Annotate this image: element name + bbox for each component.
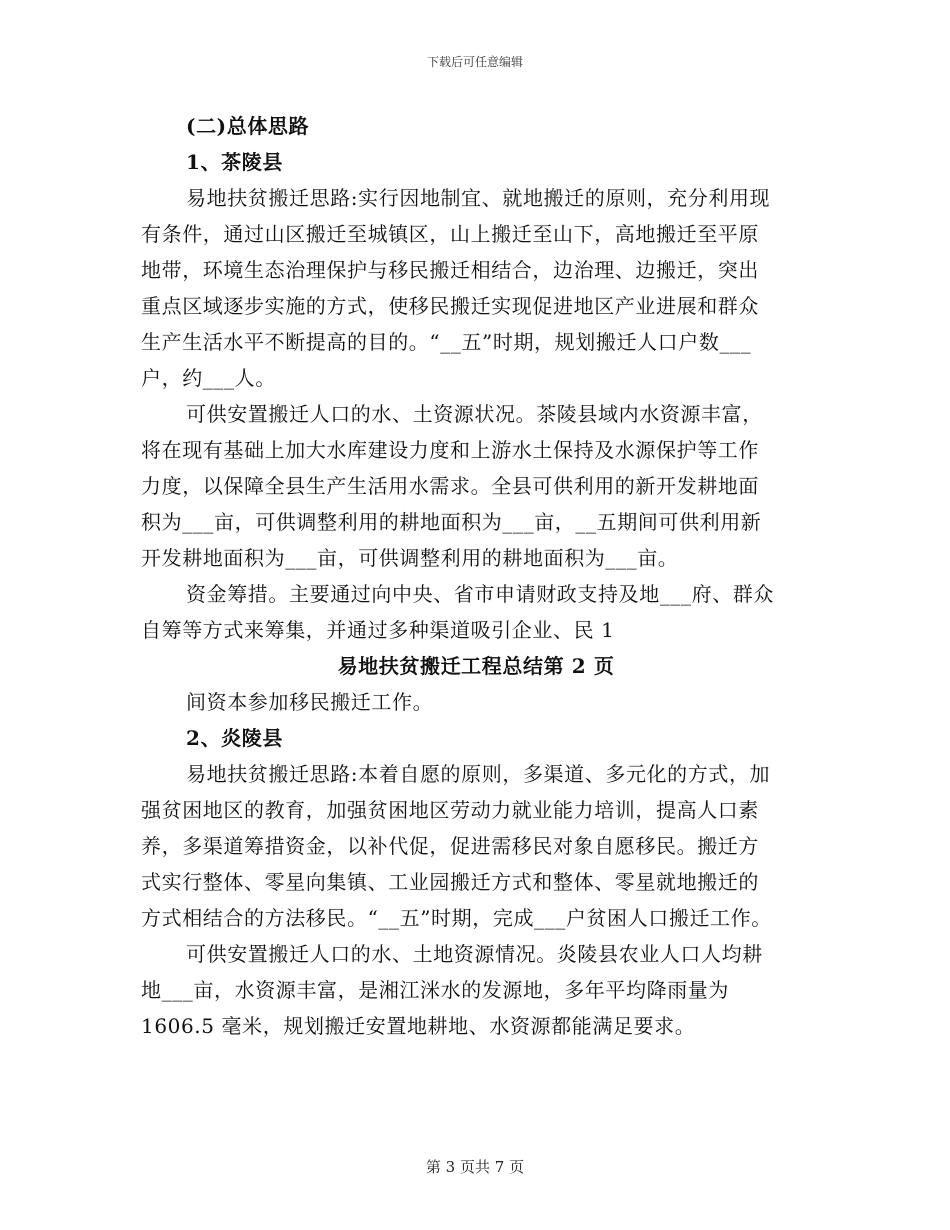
paragraph-line: 力度，以保障全县生产生活用水需求。全县可供利用的新开发耕地面 [141, 474, 759, 498]
paragraph-line: 积为___亩，可供调整利用的耕地面积为___亩，__五期间可供利用新 [141, 510, 762, 534]
paragraph-line: 1606.5 毫米，规划搬迁安置地耕地、水资源都能满足要求。 [141, 1014, 696, 1038]
page-break-title: 易地扶贫搬迁工程总结第 2 页 [337, 654, 615, 678]
paragraph-line: 开发耕地面积为___亩，可供调整利用的耕地面积为___亩。 [141, 546, 679, 570]
paragraph-line: 将在现有基础上加大水库建设力度和上游水土保持及水源保护等工作 [141, 438, 759, 462]
paragraph-line: 自筹等方式来筹集，并通过多种渠道吸引企业、民 1 [141, 618, 615, 642]
paragraph-line: 重点区域逐步实施的方式，使移民搬迁实现促进地区产业进展和群众 [141, 294, 759, 318]
subsection-heading-chaling: 1、茶陵县 [186, 150, 283, 174]
paragraph-line: 地带，环境生态治理保护与移民搬迁相结合，边治理、边搬迁，突出 [141, 258, 759, 282]
page-number-footer: 第 3 页共 7 页 [425, 1158, 525, 1176]
paragraph-line: 易地扶贫搬迁思路:实行因地制宜、就地搬迁的原则，充分利用现 [186, 186, 771, 210]
paragraph-line: 养，多渠道筹措资金，以补代促，促进需移民对象自愿移民。搬迁方 [141, 834, 759, 858]
paragraph-line: 地___亩，水资源丰富，是湘江洣水的发源地，多年平均降雨量为 [141, 978, 729, 1002]
paragraph-line: 户，约___人。 [141, 366, 276, 390]
paragraph-line: 可供安置搬迁人口的水、土资源状况。茶陵县域内水资源丰富， [186, 402, 763, 426]
paragraph-line: 可供安置搬迁人口的水、土地资源情况。炎陵县农业人口人均耕 [186, 942, 763, 966]
paragraph-line: 生产生活水平不断提高的目的。“__五”时期，规划搬迁人口户数___ [141, 330, 752, 354]
paragraph-line: 资金筹措。主要通过向中央、省市申请财政支持及地___府、群众 [186, 582, 774, 606]
subsection-heading-yanling: 2、炎陵县 [186, 726, 283, 750]
paragraph-line: 间资本参加移民搬迁工作。 [186, 690, 434, 714]
paragraph-line: 式实行整体、零星向集镇、工业园搬迁方式和整体、零星就地搬迁的 [141, 870, 759, 894]
section-heading: (二)总体思路 [186, 114, 310, 138]
header-note: 下载后可任意编辑 [426, 55, 523, 69]
paragraph-line: 有条件，通过山区搬迁至城镇区，山上搬迁至山下，高地搬迁至平原 [141, 222, 759, 246]
document-body [141, 108, 811, 1044]
paragraph-line: 易地扶贫搬迁思路:本着自愿的原则，多渠道、多元化的方式，加 [186, 762, 771, 786]
paragraph-line: 方式相结合的方法移民。“__五”时期，完成___户贫困人口搬迁工作。 [141, 906, 772, 930]
paragraph-line: 强贫困地区的教育，加强贫困地区劳动力就业能力培训，提高人口素 [141, 798, 759, 822]
